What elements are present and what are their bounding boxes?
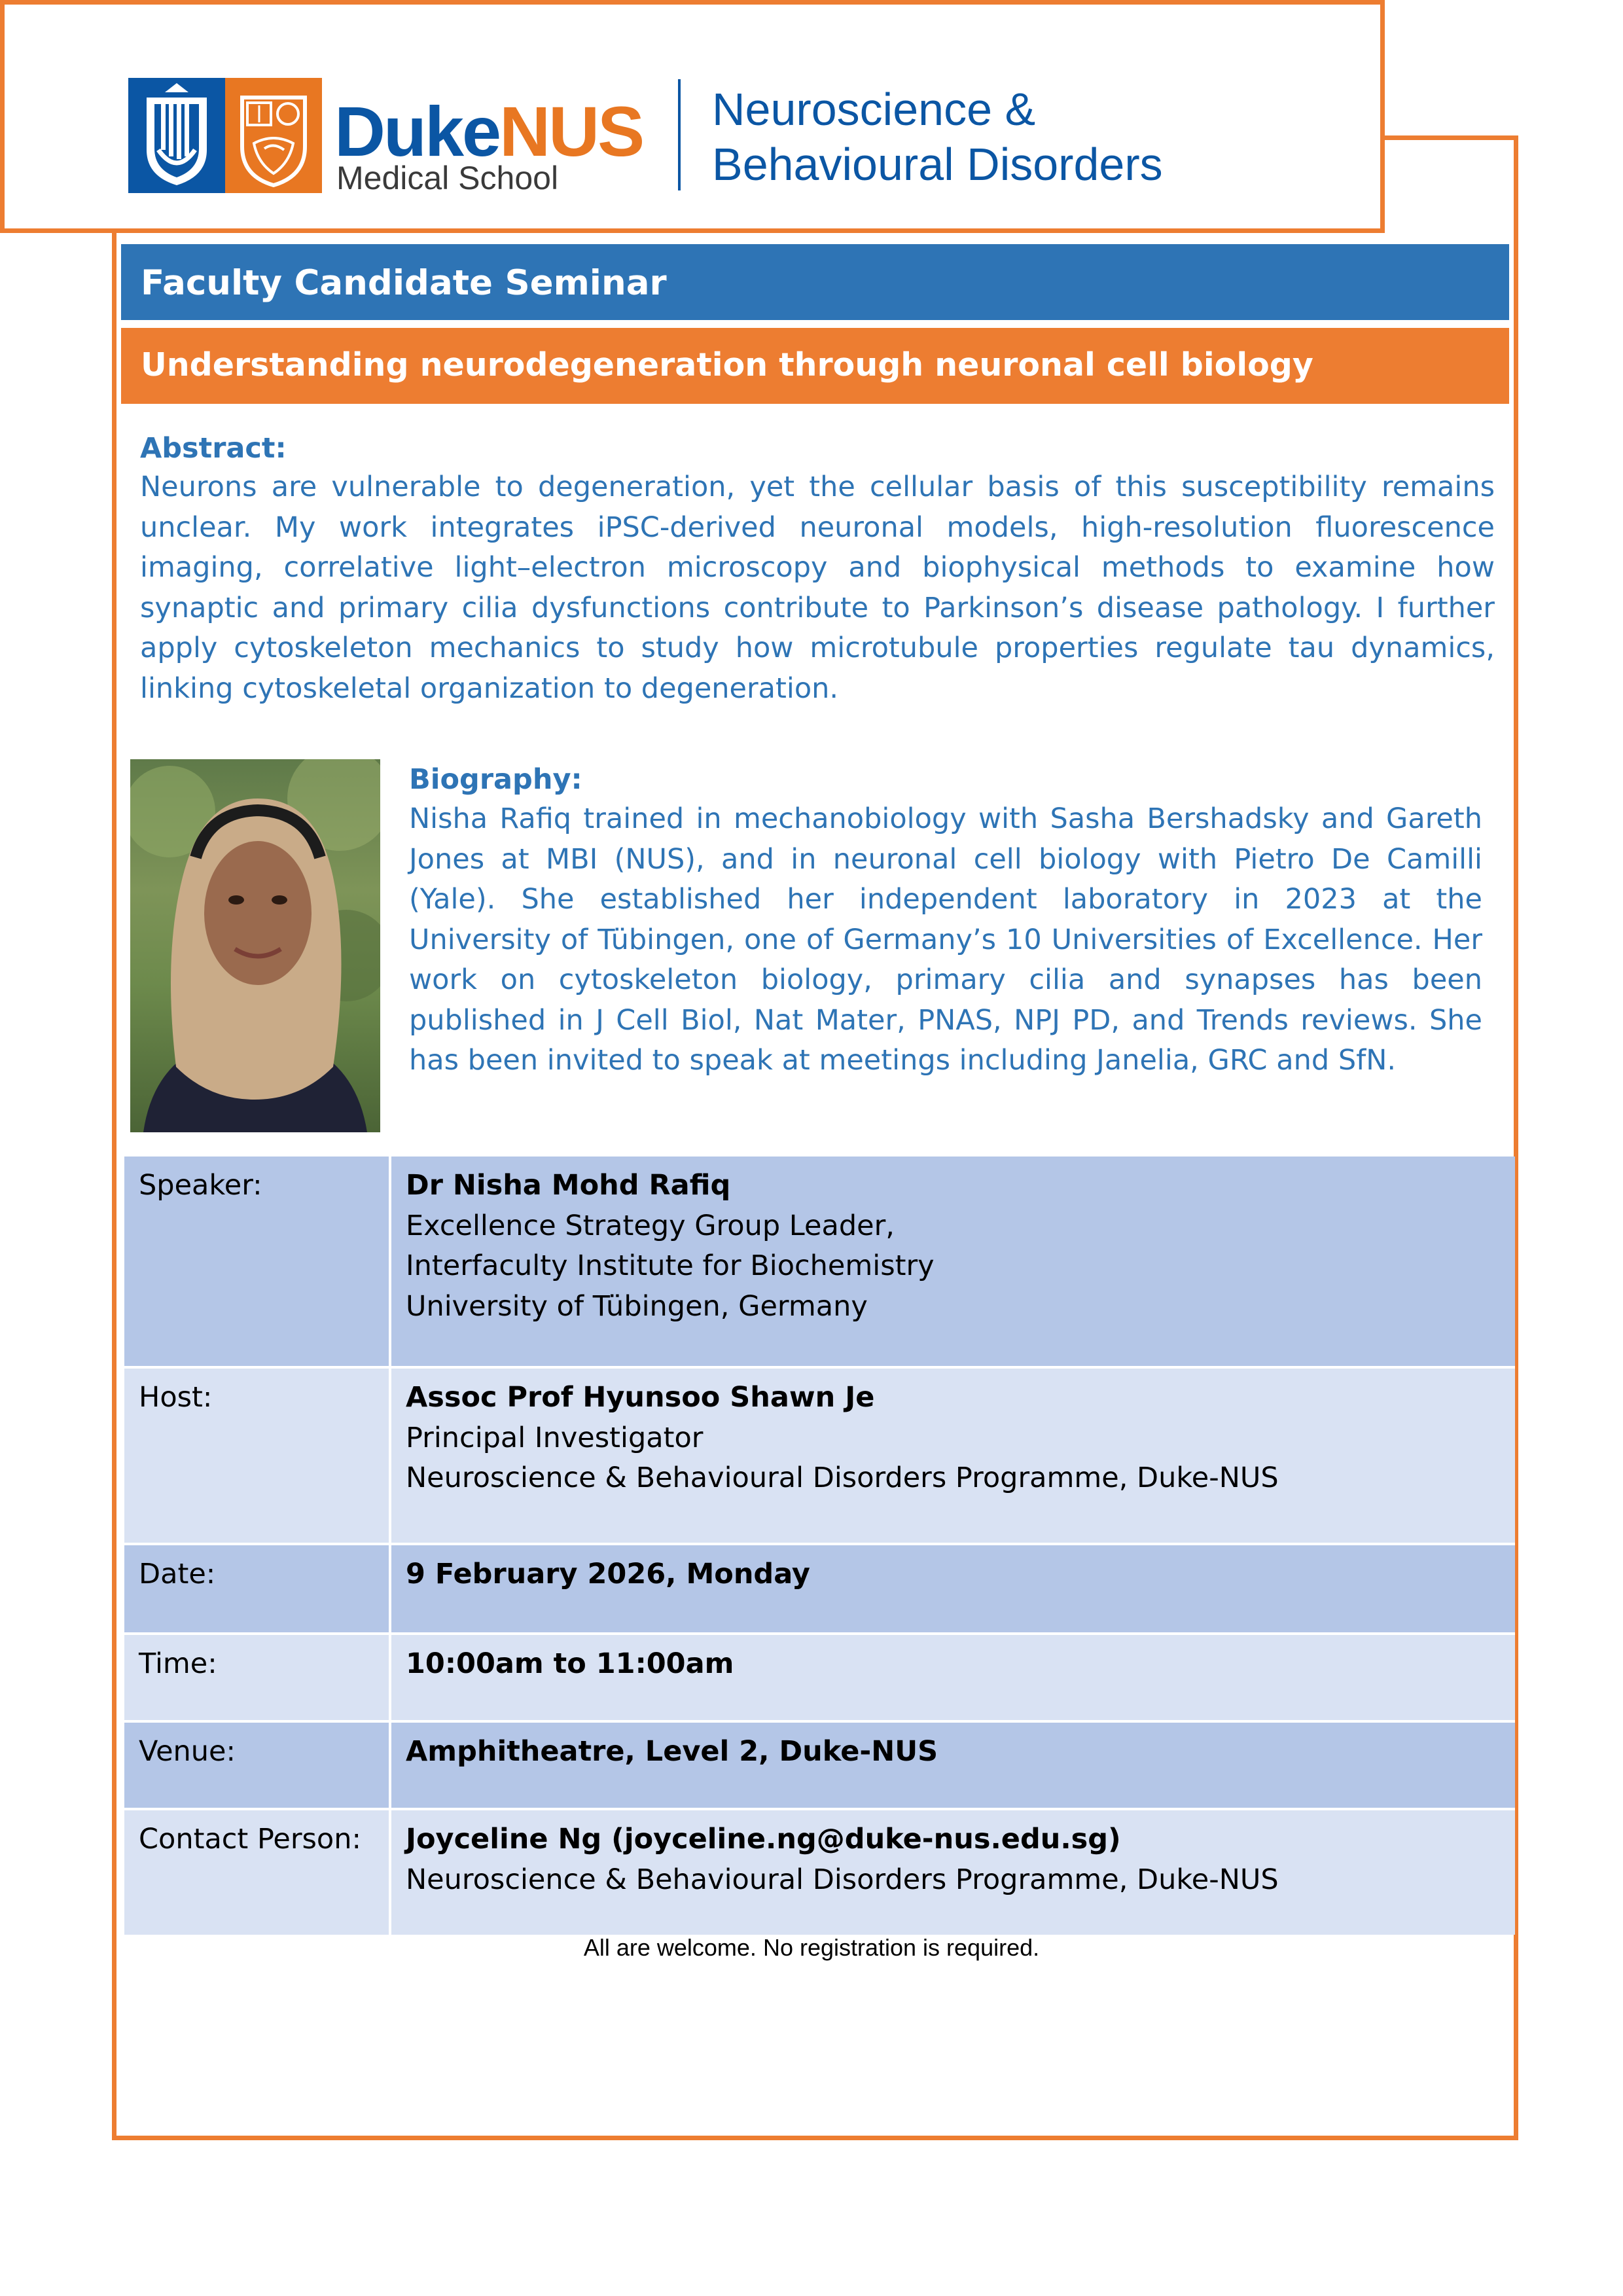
abstract-heading: Abstract: xyxy=(140,432,287,465)
speaker-name: Dr Nisha Mohd Rafiq xyxy=(406,1169,731,1202)
speaker-value xyxy=(391,1157,1515,1366)
host-programme: Neuroscience & Behavioural Disorders Programme, Duke-NUS xyxy=(406,1462,1279,1494)
host-value xyxy=(391,1369,1515,1543)
duke-nus-logo xyxy=(128,78,1163,196)
seminar-details-table xyxy=(124,1157,1515,1935)
contact-programme: Neuroscience & Behavioural Disorders Programme, Duke-NUS xyxy=(406,1863,1279,1896)
logo-school: Medical School xyxy=(336,160,559,196)
seminar-title: Understanding neurodegeneration through neuronal cell biology xyxy=(141,346,1313,384)
event-type: Faculty Candidate Seminar xyxy=(141,263,667,303)
speaker-photo xyxy=(130,759,380,1132)
venue-label: Venue: xyxy=(124,1723,391,1808)
host-role: Principal Investigator xyxy=(406,1421,704,1454)
contact-name: Joyceline Ng (joyceline.ng@duke-nus.edu.sg) xyxy=(406,1823,1121,1856)
biography-text: Nisha Rafiq trained in mechanobiology with Sasha Bershadsky and Gareth Jones at MBI (NUS), and in neuronal cell biology with Pietro De Camilli (Yale). She established her independent laboratory in 2023 at the University of Tübingen, one of Germany’s 10 Universities of Excellence. Her work on cytoskeleton biology, primary cilia and synapses has been published in J Cell Biol, Nat Mater, PNAS, NPJ PD, and Trends reviews. She has been invited to speak at meetings including Janelia, GRC and SfN. xyxy=(409,802,1482,1077)
duke-shield-icon xyxy=(128,78,225,193)
programme-name: Neuroscience & Behavioural Disorders xyxy=(712,84,1163,190)
contact-value xyxy=(391,1810,1515,1935)
speaker-label: Speaker: xyxy=(124,1157,391,1366)
host-name: Assoc Prof Hyunsoo Shawn Je xyxy=(406,1381,875,1414)
date-value: 9 February 2026, Monday xyxy=(406,1558,810,1590)
host-row xyxy=(124,1369,1515,1545)
date-row xyxy=(124,1545,1515,1635)
logo-wordmark: DukeNUS xyxy=(334,92,643,171)
contact-label: Contact Person: xyxy=(124,1810,391,1935)
time-label: Time: xyxy=(124,1635,391,1720)
nus-crest-icon xyxy=(225,78,322,193)
event-type-banner xyxy=(118,242,1512,323)
speaker-role: Excellence Strategy Group Leader, xyxy=(406,1209,895,1242)
biography-heading: Biography: xyxy=(409,763,582,796)
venue-value: Amphitheatre, Level 2, Duke-NUS xyxy=(406,1735,938,1768)
host-label: Host: xyxy=(124,1369,391,1543)
speaker-university: University of Tübingen, Germany xyxy=(406,1289,868,1323)
title-banner xyxy=(118,325,1512,406)
speaker-row xyxy=(124,1157,1515,1369)
contact-row xyxy=(124,1810,1515,1935)
abstract-text: Neurons are vulnerable to degeneration, yet the cellular basis of this susceptibility remains unclear. My work integrates iPSC-derived neuronal models, high-resolution fluorescence imaging, correlative light–electron microscopy and biophysical methods to examine how synaptic and primary cilia dysfunctions contribute to Parkinson’s disease pathology. I further apply cytoskeleton mechanics to study how microtubule properties regulate tau dynamics, linking cytoskeletal organization to degeneration. xyxy=(140,471,1495,705)
speaker-institute: Interfaculty Institute for Biochemistry xyxy=(406,1249,935,1282)
logo-divider xyxy=(678,79,681,190)
date-label: Date: xyxy=(124,1545,391,1632)
time-row xyxy=(124,1635,1515,1723)
time-value: 10:00am to 11:00am xyxy=(406,1647,734,1680)
venue-row xyxy=(124,1723,1515,1810)
footer-note: All are welcome. No registration is required. xyxy=(583,1934,1040,1961)
